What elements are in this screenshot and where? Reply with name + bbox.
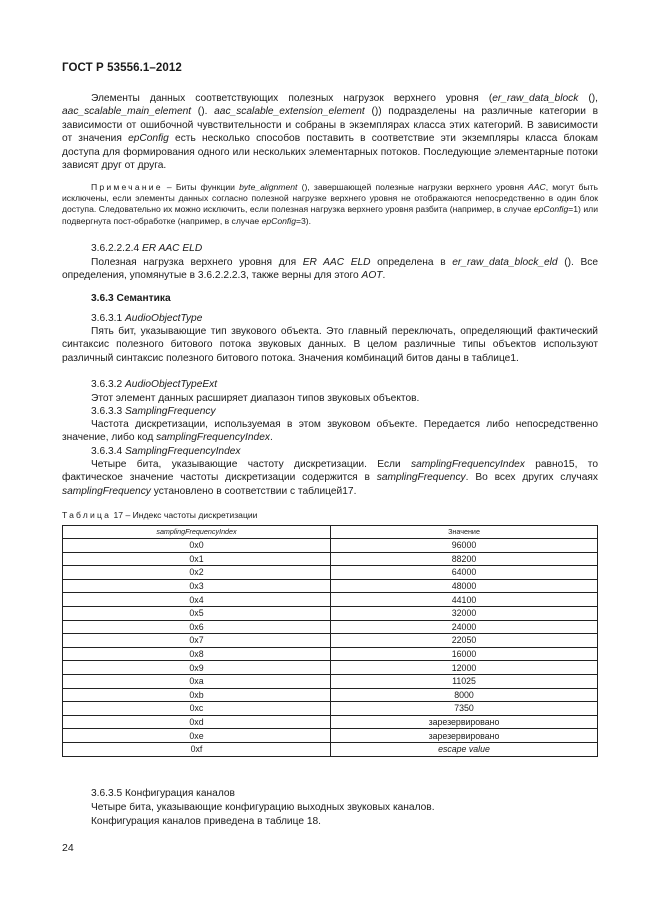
index-cell: 0xb	[63, 688, 331, 702]
value-cell: 44100	[331, 593, 598, 607]
index-cell: 0xd	[63, 715, 331, 729]
note-paragraph: Примечание – Биты функции byte_alignment (), завершающей полезные нагрузки верхнего уровня AAC, могут быть исключены, если элементы данных согласно полезной нагрузке верхнего уровня не отображаются непосредственно в один блок доступа. Следовательно их можно исключить, если полезная нагрузка верхнего уровня разбита (например, в случае epConfig=1) или подвергнута пост-обработке (например, в случае epConfig=3).	[62, 182, 599, 226]
table-row	[63, 606, 598, 620]
table-row	[63, 715, 598, 729]
index-cell: 0x0	[63, 539, 331, 553]
value-cell: 24000	[331, 620, 598, 634]
value-cell: 12000	[331, 661, 598, 675]
document-header: ГОСТ Р 53556.1–2012	[62, 62, 182, 74]
column-header-index: samplingFrequencyIndex	[63, 526, 331, 539]
table-row	[63, 552, 598, 566]
table-row	[63, 661, 598, 675]
value-cell: 22050	[331, 634, 598, 648]
paragraph-er-aac-eld: Полезная нагрузка верхнего уровня для ER AAC ELD определена в er_raw_data_block_eld (). Все определения, упомянутые в 3.6.2.2.2.3, также верны для этого AOT.	[62, 257, 599, 282]
table-row	[63, 729, 598, 743]
section-heading-3.6.2.2.2.4: 3.6.2.2.2.4 ER AAC ELD	[91, 243, 203, 254]
index-cell: 0x2	[63, 566, 331, 580]
paragraph-sampling-frequency-index: Четыре бита, указывающие частоту дискретизации. Если samplingFrequencyIndex равно15, то фактическое значение частоты дискретизации содержится в samplingFrequency. Во всех других случаях samplingFrequency установлено в соответствии с таблицей17.	[62, 459, 598, 497]
value-cell	[331, 742, 598, 756]
table-row	[63, 620, 598, 634]
index-cell: 0xa	[63, 674, 331, 688]
index-cell: 0x7	[63, 634, 331, 648]
paragraph-audio-object-type-ext: Этот элемент данных расширяет диапазон типов звуковых объектов.	[91, 393, 420, 404]
index-cell: 0x9	[63, 661, 331, 675]
table-row	[63, 593, 598, 607]
value-cell: 96000	[331, 539, 598, 553]
section-heading-semantics: 3.6.3 Семантика	[91, 293, 171, 304]
table-row	[63, 674, 598, 688]
index-cell: 0x1	[63, 552, 331, 566]
value-cell: 32000	[331, 606, 598, 620]
paragraph-data-elements: Элементы данных соответствующих полезных нагрузок верхнего уровня (er_raw_data_block (), aac_scalable_main_element (). aac_scalable_extension_element ()) подразделены на различные категории в зависимости от ошибочной чувствительности и собраны в экземплярах класса этих категорий. В зависимости от значения epConfig есть несколько способов поставить в соответствие эти экземпляры класса блокам доступа для формирования одного или нескольких элементарных потоков. Последующие элементарные потоки зависят друг от друга.	[62, 93, 598, 172]
section-heading-3.6.3.4: 3.6.3.4 SamplingFrequencyIndex	[91, 446, 241, 457]
table-row	[63, 702, 598, 716]
index-cell: 0x8	[63, 647, 331, 661]
table-header-row	[63, 526, 598, 539]
sampling-frequency-table	[62, 525, 598, 757]
table-row	[63, 634, 598, 648]
index-cell: 0x4	[63, 593, 331, 607]
value-cell: 11025	[331, 674, 598, 688]
table-row	[63, 539, 598, 553]
table-row	[63, 688, 598, 702]
section-heading-3.6.3.3: 3.6.3.3 SamplingFrequency	[91, 406, 216, 417]
table-row	[63, 579, 598, 593]
table-caption: Таблица 17 – Индекс частоты дискретизации	[62, 510, 258, 520]
paragraph-sampling-frequency: Частота дискретизации, используемая в этом звуковом объекте. Передается либо непосредственно значение, либо код samplingFrequencyIndex.	[62, 419, 598, 444]
value-cell: 16000	[331, 647, 598, 661]
value-text: escape value	[438, 744, 490, 755]
value-cell: зарезервировано	[331, 715, 598, 729]
value-cell: 8000	[331, 688, 598, 702]
table-row	[63, 742, 598, 756]
column-header-value: Значение	[331, 526, 598, 539]
paragraph-audio-object-type: Пять бит, указывающие тип звукового объекта. Это главный переключать, определяющий фактический синтаксис полезного битового потока звуковых данных. В целом различные типы объектов используют различный синтаксис полезного битового потока. Значения комбинаций битов даны в таблице1.	[62, 326, 598, 364]
value-cell: 64000	[331, 566, 598, 580]
value-cell: 7350	[331, 702, 598, 716]
page-number: 24	[62, 842, 74, 854]
index-cell: 0xc	[63, 702, 331, 716]
value-cell: 88200	[331, 552, 598, 566]
section-heading-3.6.3.5: 3.6.3.5 Конфигурация каналов	[91, 788, 235, 799]
value-cell: 48000	[331, 579, 598, 593]
section-heading-3.6.3.2: 3.6.3.2 AudioObjectTypeExt	[91, 379, 218, 390]
paragraph-channel-config-2: Конфигурация каналов приведена в таблице 18.	[91, 816, 321, 827]
index-cell: 0x3	[63, 579, 331, 593]
index-cell: 0xe	[63, 729, 331, 743]
index-cell: 0x5	[63, 606, 331, 620]
index-cell: 0x6	[63, 620, 331, 634]
paragraph-channel-config-1: Четыре бита, указывающие конфигурацию выходных звуковых каналов.	[91, 802, 435, 813]
table-row	[63, 647, 598, 661]
section-heading-3.6.3.1: 3.6.3.1 AudioObjectType	[91, 313, 203, 324]
table-row	[63, 566, 598, 580]
value-cell: зарезервировано	[331, 729, 598, 743]
table-body	[63, 539, 598, 757]
index-cell: 0xf	[63, 742, 331, 756]
